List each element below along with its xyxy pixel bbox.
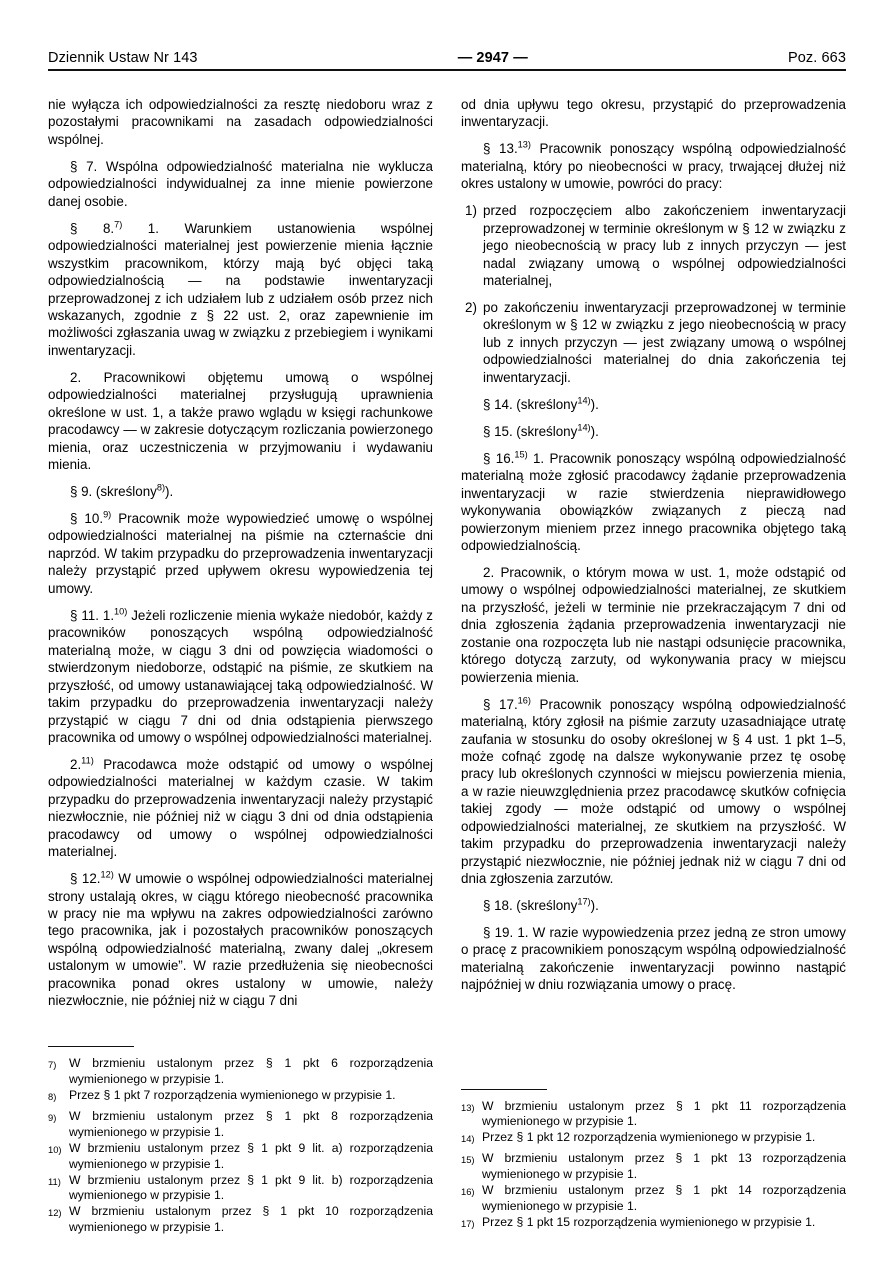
footnote-marker: 11) xyxy=(48,1175,61,1187)
footnote xyxy=(461,1130,846,1151)
paragraph: § 11. 1.$^{10)}$ Jeżeli rozliczenie mienia wykaże niedobór, każdy z pracowników ponoszących wspólną odpowiedzialność materialną może, w ciągu 3 dni od powzięcia wiadomości o stwierdzonym niedoborze, odstąpić na piśmie, ze skutkiem na przyszłość, od umowy ustanawiającej taką odpowiedzialność. W takim przypadku do przeprowadzenia inwentaryzacji należy przystąpić w ciągu 7 dni od dnia odstąpienia pierwszego pracownika od umowy o wspólnej odpowiedzialności materialnej. xyxy=(48,606,433,745)
journal-title: Dziennik Ustaw Nr 143 xyxy=(48,50,198,66)
paragraph: § 7. Wspólna odpowiedzialność materialna nie wyklucza odpowiedzialności indywidualnej za inne mienie powierzone danej osobie. xyxy=(48,158,433,209)
footnote xyxy=(461,1099,846,1130)
footnote-text: W brzmieniu ustalonym przez § 1 pkt 8 rozporządzenia wymienionego w przypisie 1. xyxy=(69,1109,433,1139)
footnote-marker: 12) xyxy=(48,1207,62,1219)
footnote-marker: 14) xyxy=(461,1133,475,1145)
list-item-text: po zakończeniu inwentaryzacji przeprowadzonej w terminie określonym w § 12 w związku z jego nieobecnością w pracy lub z innych przyczyn — jest związany umową o wspólnej odpowiedzialności materialnej do dnia zakończenia tej inwentaryzacji. xyxy=(483,300,846,385)
header-divider xyxy=(48,69,846,71)
footnote-marker: 10) xyxy=(48,1143,62,1155)
footnote xyxy=(461,1183,846,1214)
paragraph: 2. Pracownikowi objętemu umową o wspólnej odpowiedzialności materialnej przysługują uprawnienia określone w ust. 1, a także prawo wglądu w księgi rachunkowe pracodawcy — w zakresie dotyczącym rozliczania powierzonego mienia, oraz uczestniczenia w przyjmowaniu i wydawaniu mienia. xyxy=(48,369,433,473)
footnote-text: W brzmieniu ustalonym przez § 1 pkt 10 rozporządzenia wymienionego w przypisie 1. xyxy=(69,1204,433,1234)
footnote-marker: 9) xyxy=(48,1112,57,1124)
footnote-marker: 8) xyxy=(48,1091,57,1103)
footnote-text: Przez § 1 pkt 15 rozporządzenia wymienionego w przypisie 1. xyxy=(482,1214,816,1229)
paragraph: § 10.$^{9)}$ Pracownik może wypowiedzieć umowę o wspólnej odpowiedzialności materialnej na piśmie na czternaście dni naprzód. W takim przypadku do przeprowadzenia inwentaryzacji należy przystąpić przed upływem okresu wypowiedzenia tej umowy. xyxy=(48,509,433,596)
right-column xyxy=(461,96,846,1236)
paragraph: § 9. (skreślony$^{8)}$). xyxy=(70,482,174,500)
footnote xyxy=(48,1141,433,1172)
right-column-body xyxy=(461,96,846,994)
footnote-marker: 16) xyxy=(461,1186,475,1198)
list-item-marker: 2) xyxy=(465,300,477,316)
paragraph: § 16.$^{15)}$ 1. Pracownik ponoszący wspólną odpowiedzialność materialną może zgłosić pracodawcy żądanie przeprowadzenia inwentaryzacji w razie stwierdzenia nieprawidłowego wykonywania obowiązków związanych z pieczą nad powierzonym mieniem przez innego pracownika objętego taką odpowiedzialnością. xyxy=(461,449,846,553)
list-item xyxy=(461,202,846,289)
footnote-text: W brzmieniu ustalonym przez § 1 pkt 6 rozporządzenia wymienionego w przypisie 1. xyxy=(69,1056,433,1086)
footnote-marker: 15) xyxy=(461,1154,475,1166)
paragraph: 2.$^{11)}$ Pracodawca może odstąpić od umowy o wspólnej odpowiedzialności materialnej w każdym czasie. W takim przypadku do przeprowadzenia inwentaryzacji należy przystąpić niezwłocznie, nie później niż w ciągu 3 dni od dnia odstąpienia pracodawcy od umowy o wspólnej odpowiedzialności materialnej. xyxy=(48,755,433,860)
paragraph: § 14. (skreślony$^{14)}$). xyxy=(483,395,599,412)
footnote xyxy=(461,1151,846,1182)
footnote-marker: 17) xyxy=(461,1217,475,1229)
paragraph: § 15. (skreślony$^{14)}$). xyxy=(483,422,599,439)
paragraph: § 8.$^{7)}$ 1. Warunkiem ustanowienia wspólnej odpowiedzialności materialnej jest powierzenie mienia łącznie wszystkim pracownikom, którzy mają być objęci taką odpowiedzialnością — na podstawie inwentaryzacji przeprowadzonej z ich udziałem lub z udziałem osób przez nich wskazanych, zgodnie z § 22 ust. 2, oraz zapewnienie im możliwości zgłaszania uwag w związku z przebiegiem i wynikami inwentaryzacji. xyxy=(48,219,433,358)
footnote xyxy=(48,1204,433,1235)
left-column xyxy=(48,96,433,1236)
paragraph: § 18. (skreślony$^{17)}$). xyxy=(483,896,599,914)
footnote xyxy=(48,1056,433,1087)
right-footnotes xyxy=(461,1089,846,1237)
footnote-separator xyxy=(48,1046,134,1047)
footnote-text: Przez § 1 pkt 12 rozporządzenia wymienionego w przypisie 1. xyxy=(482,1130,816,1145)
footnote xyxy=(48,1173,433,1204)
footnote-text: W brzmieniu ustalonym przez § 1 pkt 14 rozporządzenia wymienionego w przypisie 1. xyxy=(482,1183,846,1213)
paragraph: § 13.$^{13)}$ Pracownik ponoszący wspólną odpowiedzialność materialną, który po nieobecności w pracy, trwającej dłużej niż okres ustalony w umowie, powróci do pracy: xyxy=(461,139,846,192)
position-label: Poz. 663 xyxy=(787,50,846,66)
footnote-text: W brzmieniu ustalonym przez § 1 pkt 9 lit. a) rozporządzenia wymienionego w przypisie 1. xyxy=(69,1140,433,1171)
footnote-text: W brzmieniu ustalonym przez § 1 pkt 9 lit. b) rozporządzenia wymienionego w przypisie 1. xyxy=(69,1172,433,1203)
paragraph: § 19. 1. W razie wypowiedzenia przez jedną ze stron umowy o pracę z pracownikiem ponoszącym wspólną odpowiedzialność materialną zakończenie inwentaryzacji powinno nastąpić najpóźniej w dniu rozwiązania umowy o pracę. xyxy=(461,925,846,993)
paragraph: od dnia upływu tego okresu, przystąpić do przeprowadzenia inwentaryzacji. xyxy=(461,97,846,130)
paragraph: nie wyłącza ich odpowiedzialności za resztę niedoboru wraz z pozostałymi pracownikami na zasadach odpowiedzialności wspólnej. xyxy=(48,97,433,147)
footnote-separator xyxy=(461,1089,547,1090)
footnote-marker: 7) xyxy=(48,1059,57,1071)
footnote-text: Przez § 1 pkt 7 rozporządzenia wymienionego w przypisie 1. xyxy=(69,1088,396,1103)
paragraph: 2. Pracownik, o którym mowa w ust. 1, może odstąpić od umowy o wspólnej odpowiedzialności materialnej, ze skutkiem na przyszłość, jeżeli w terminie nie przekraczającym 7 dni od dnia zgłoszenia żądania przeprowadzenia inwentaryzacji nie zostanie ona rozpoczęta lub nie nastąpi odsunięcie pracownika, którego dotyczą zarzuty, od wykonywania pracy w miejscu powierzenia mienia. xyxy=(461,564,846,685)
running-head xyxy=(48,50,846,66)
footnote-text: W brzmieniu ustalonym przez § 1 pkt 11 rozporządzenia wymienionego w przypisie 1. xyxy=(482,1098,846,1129)
footnote xyxy=(48,1109,433,1140)
left-footnotes xyxy=(48,1046,433,1236)
page-number: — 2947 — xyxy=(457,50,528,66)
list-item-text: przed rozpoczęciem albo zakończeniem inwentaryzacji przeprowadzonej w terminie określonym w § 12 w związku z jego nieobecnością w pracy lub z innych przyczyn — jest nadal związany umową o wspólnej odpowiedzialności materialnej, xyxy=(483,203,846,289)
footnote-text: W brzmieniu ustalonym przez § 1 pkt 13 rozporządzenia wymienionego w przypisie 1. xyxy=(482,1151,846,1181)
footnote xyxy=(48,1088,433,1109)
paragraph: § 17.$^{16)}$ Pracownik ponoszący wspólną odpowiedzialność materialną, który zgłosił na piśmie zarzuty uzasadniające utratę zaufania w stosunku do osoby określonej w § 4 ust. 1 pkt 1–5, może cofnąć zgodę na dalsze wykonywanie przez tę osobę pracy lub określonych czynności w miejscu powierzenia mienia, a w razie nieuwzględnienia przez pracodawcę skutków cofnięcia takiej zgody — może odstąpić od umowy o wspólnej odpowiedzialności materialnej, ze skutkiem na przyszłość. W takim przypadku do przeprowadzenia inwentaryzacji należy przystąpić niezwłocznie, nie później jednak niż w ciągu 7 dni od dnia zgłoszenia zarzutów. xyxy=(461,695,846,887)
paragraph: § 12.$^{12)}$ W umowie o wspólnej odpowiedzialności materialnej strony ustalają okres, w ciągu którego nieobecność pracownika w pracy nie ma wpływu na zakres odpowiedzialności zarówno tego pracownika, jak i pozostałych pracowników ponoszących wspólną odpowiedzialność materialną, zwany dalej „okresem ustalonym w umowie”. W razie przedłużenia się nieobecności pracownika ponad okres ustalony w umowie, należy niezwłocznie, nie później niż w ciągu 7 dni xyxy=(48,869,433,1009)
footnote-marker: 13) xyxy=(461,1101,475,1113)
list-item xyxy=(461,299,846,386)
two-column-layout xyxy=(48,96,846,1236)
page-header xyxy=(48,50,846,80)
list-item-marker: 1) xyxy=(465,203,477,219)
footnote xyxy=(461,1215,846,1236)
left-column-body xyxy=(48,96,433,1010)
